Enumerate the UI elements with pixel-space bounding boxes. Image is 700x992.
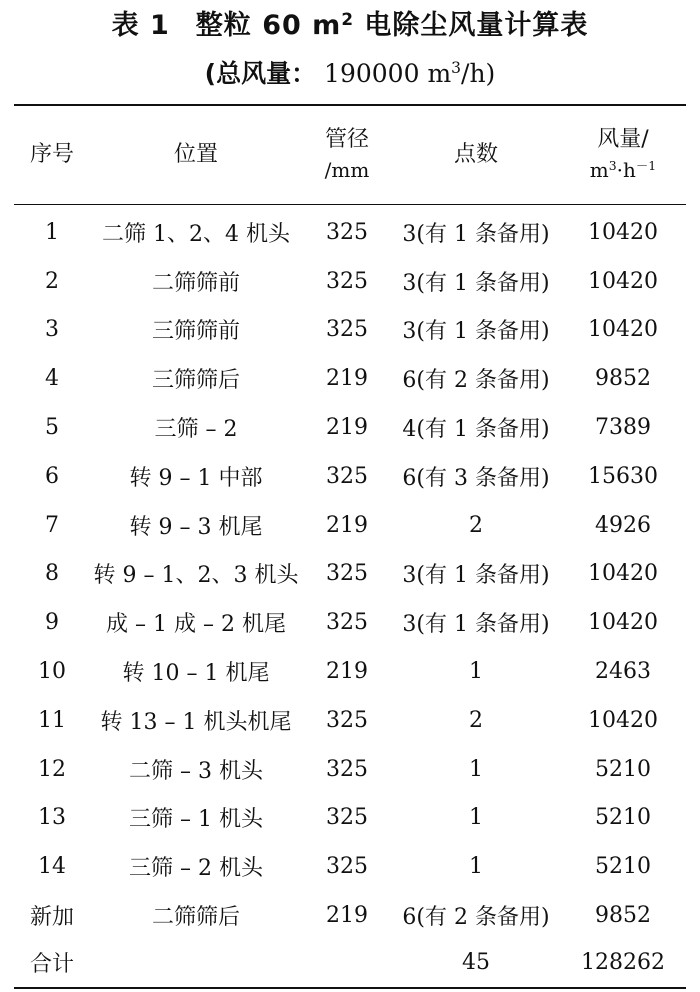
table-caption — [0, 4, 700, 48]
table-subtitle: (总风量： 190000 $m^3/h$) — [204, 59, 496, 88]
cell-pipe-diameter: 325 — [326, 805, 368, 831]
cell-points: 3(有 1 条备用) — [402, 319, 550, 345]
cell-position: 成 – 1 成 – 2 机尾 — [106, 612, 286, 638]
cell-airflow: 10420 — [588, 219, 658, 245]
cell-airflow: 10420 — [588, 707, 658, 733]
cell-position: 二筛 1、2、4 机头 — [102, 221, 290, 247]
table-row — [14, 647, 686, 696]
header-airflow: 风量/ $m^3\cdot h^{-1}$ — [589, 126, 657, 182]
cell-seq: 8 — [45, 561, 59, 587]
cell-position: 转 13 – 1 机头机尾 — [100, 709, 292, 735]
cell-points: 1 — [469, 756, 483, 782]
cell-pipe-diameter: 325 — [326, 756, 368, 782]
cell-airflow: 9852 — [595, 903, 651, 929]
cell-pipe-diameter: 325 — [326, 219, 368, 245]
total-pipe-empty — [302, 940, 392, 986]
cell-seq: 9 — [45, 610, 59, 636]
cell-airflow: 2463 — [595, 659, 651, 685]
cell-airflow: 10420 — [588, 561, 658, 587]
cell-position: 三筛 – 2 机头 — [129, 856, 263, 882]
table-row — [14, 696, 686, 745]
cell-pipe-diameter: 325 — [326, 317, 368, 343]
cell-points: 6(有 3 条备用) — [402, 465, 550, 491]
table-row — [14, 306, 686, 355]
cell-airflow: 10420 — [588, 268, 658, 294]
cell-airflow: 5210 — [595, 805, 651, 831]
cell-points: 4(有 1 条备用) — [402, 417, 550, 443]
cell-airflow: 15630 — [588, 463, 658, 489]
cell-position: 转 9 – 1、2、3 机头 — [93, 563, 299, 589]
table-row — [14, 403, 686, 452]
table-row — [14, 794, 686, 843]
table-bottom-rule — [14, 987, 686, 989]
cell-points: 3(有 1 条备用) — [402, 612, 550, 638]
cell-points: 1 — [469, 659, 483, 685]
cell-airflow: 10420 — [588, 610, 658, 636]
cell-seq: 12 — [38, 756, 66, 782]
cell-pipe-diameter: 325 — [326, 707, 368, 733]
cell-seq: 6 — [45, 463, 59, 489]
cell-points: 1 — [469, 854, 483, 880]
cell-seq: 4 — [45, 366, 59, 392]
cell-pipe-diameter: 325 — [326, 463, 368, 489]
cell-position: 转 9 – 1 中部 — [129, 465, 263, 491]
table-row — [14, 452, 686, 501]
cell-position: 三筛 – 1 机头 — [129, 807, 263, 833]
cell-points: 1 — [469, 805, 483, 831]
table-row — [14, 257, 686, 306]
cell-position: 三筛 – 2 — [154, 417, 238, 443]
table-row — [14, 501, 686, 550]
cell-seq: 13 — [38, 805, 66, 831]
cell-seq: 5 — [45, 415, 59, 441]
cell-pipe-diameter: 219 — [326, 659, 368, 685]
cell-seq: 3 — [45, 317, 59, 343]
cell-points: 3(有 1 条备用) — [402, 563, 550, 589]
cell-position: 转 10 – 1 机尾 — [122, 661, 270, 687]
cell-pipe-diameter: 325 — [326, 610, 368, 636]
cell-position: 二筛筛后 — [151, 905, 240, 931]
cell-seq: 新加 — [29, 905, 74, 931]
cell-airflow: 7389 — [595, 415, 651, 441]
total-airflow-value: 190000 $m^3/h$) — [316, 59, 496, 88]
cell-position: 二筛 – 3 机头 — [129, 758, 263, 784]
cell-points: 2 — [469, 707, 483, 733]
cell-pipe-diameter: 219 — [326, 415, 368, 441]
cell-points: 3(有 1 条备用) — [402, 221, 550, 247]
total-points: 45 — [462, 950, 490, 976]
cell-seq: 7 — [45, 512, 59, 538]
table-number: 表 1 — [111, 10, 170, 41]
table-title: 整粒 60 $m^2$ 电除尘风量计算表 — [195, 8, 589, 41]
cell-points: 3(有 1 条备用) — [402, 270, 550, 296]
total-label: 合计 — [29, 952, 74, 978]
header-position: 位置 — [173, 142, 218, 167]
cell-airflow: 10420 — [588, 317, 658, 343]
total-position-empty — [90, 940, 302, 986]
table-row — [14, 550, 686, 599]
cell-seq: 11 — [38, 707, 66, 733]
cell-position: 三筛筛后 — [151, 368, 240, 394]
cell-pipe-diameter: 219 — [326, 366, 368, 392]
header-seq: 序号 — [29, 142, 74, 167]
cell-airflow: 9852 — [595, 366, 651, 392]
table-row — [14, 354, 686, 403]
cell-pipe-diameter: 325 — [326, 854, 368, 880]
header-points: 点数 — [453, 142, 498, 167]
cell-pipe-diameter: 325 — [326, 268, 368, 294]
cell-points: 6(有 2 条备用) — [402, 368, 550, 394]
cell-airflow: 5210 — [595, 854, 651, 880]
total-airflow: 128262 — [581, 950, 665, 976]
cell-seq: 2 — [45, 268, 59, 294]
cell-seq: 1 — [45, 219, 59, 245]
cell-pipe-diameter: 219 — [326, 903, 368, 929]
cell-airflow: 5210 — [595, 756, 651, 782]
table-body — [14, 208, 686, 986]
table-row — [14, 208, 686, 257]
cell-position: 转 9 – 3 机尾 — [129, 514, 263, 540]
table-row — [14, 842, 686, 891]
header-pipe-diameter: 管径 /mm — [324, 126, 370, 182]
cell-seq: 10 — [38, 659, 66, 685]
total-row — [14, 940, 686, 986]
table-row — [14, 891, 686, 940]
table-row — [14, 598, 686, 647]
table-row — [14, 745, 686, 794]
cell-position: 二筛筛前 — [151, 270, 240, 296]
cell-seq: 14 — [38, 854, 66, 880]
header-row — [14, 106, 686, 204]
header-separator-rule — [14, 204, 686, 205]
table-header — [14, 106, 686, 204]
cell-points: 2 — [469, 512, 483, 538]
cell-position: 三筛筛前 — [151, 319, 240, 345]
cell-pipe-diameter: 325 — [326, 561, 368, 587]
cell-pipe-diameter: 219 — [326, 512, 368, 538]
cell-airflow: 4926 — [595, 512, 651, 538]
cell-points: 6(有 2 条备用) — [402, 905, 550, 931]
